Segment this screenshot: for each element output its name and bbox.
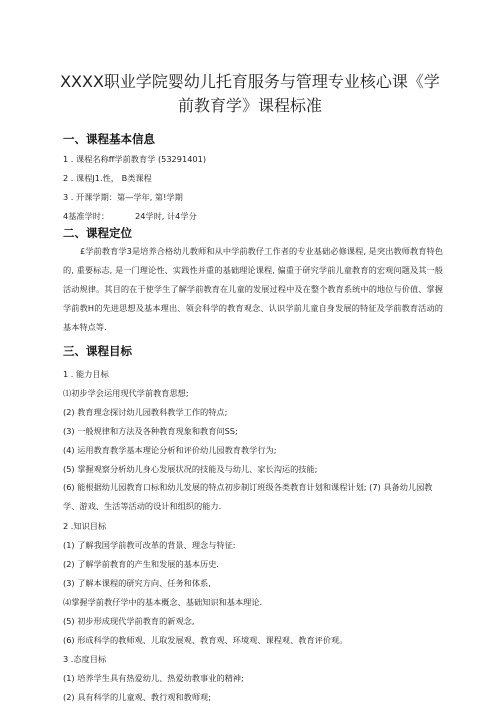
list-item: (4) 运用教育教学基本理论分析和评价幼儿园教育教学行为; (63, 445, 277, 455)
list-item: (3) 了解本课程的研究方向、任务和体系, (63, 578, 211, 588)
list-item: (5) 掌握观察分析幼儿身心发展状况的技能及与幼儿、家长沟运的技能; (63, 464, 318, 474)
info-course-type: 2 . 课程J1.性， B类课程 (63, 173, 152, 183)
section-heading-objectives: 三、课程目标 (63, 344, 132, 358)
objective-group-knowledge: 2 .知识目标 (63, 521, 107, 531)
document-title-line1: XXXX职业学院婴幼儿托育服务与管理专业核心课《学 (60, 72, 440, 91)
info-semester: 3 . 开课学期：第—学年, 第!学期 (63, 192, 183, 202)
section-heading-positioning: 二、课程定位 (63, 226, 132, 240)
list-item: (5) 初步形成现代学前教育的新观念, (63, 616, 195, 626)
list-item: (1) 培养学生具有热爱幼儿、热爱幼教事业的精神; (63, 673, 244, 683)
objective-group-attitude: 3 .态度目标 (63, 654, 107, 664)
list-item: (2) 教育理念探讨幼儿园教科教学工作的特点; (63, 407, 228, 417)
info-hours-value: 24学时, 计4学分 (135, 211, 197, 221)
objective-group-ability: 1 . 能力目标 (63, 369, 109, 379)
list-item: (1) 了解我国学前教可改革的背景、理念与特征: (63, 540, 236, 550)
document-title-line2: 前教育学》课程标准 (177, 96, 322, 115)
list-item: (2) 具有科学的儿童观、教行观和教师观; (63, 692, 211, 702)
positioning-paragraph: £学前教育学3是培养合格幼儿教师和从中学前教仔工作者的专业基础必修课程, 是突出教师教育特色的, 重要标志, 是一门理论性、实践性并重的基础理论课程, 偏重于研究学前儿童教育的宏观问题及其一般活动规律。其目的在于使学生了解学前教育在儿童的发展过程中及在整个教育系统中的地位与价值、掌握学前教H的先进思想及基本理出、领会科学的教育观念、认识学前儿童自身发展的特征及学前教育活动的基本特点等. (63, 246, 443, 332)
list-item: (6) 形成科学的教师观、儿取发展观、教育观、环境观、课程观、教育评价观。 (63, 635, 348, 645)
info-hours-label: 4基准学时： (63, 211, 110, 221)
list-item: ⑷掌握学前教仔学中的基本概念、基础知识和基本理论. (63, 597, 263, 607)
section-heading-basic-info: 一、课程基本信息 (63, 132, 155, 146)
info-course-name: 1 . 课程名称ff学前教育学 (53291401) (63, 154, 207, 164)
list-item: (2) 了解学前教育的产生和发展的基本历史. (63, 559, 219, 569)
list-item: (3) 一般规律和方法及各种教育现象和教育问SS; (63, 426, 238, 436)
list-item: ⑴初步学会运用现代学前教育思想; (63, 388, 189, 398)
list-item: (6) 能根据幼儿园教育口标和幼儿发展的特点初步制订班级各类教育计划和课程计划; (7) 具备幼儿园教学、游戏、生活等活动的设计和组织的能力. (63, 482, 433, 511)
